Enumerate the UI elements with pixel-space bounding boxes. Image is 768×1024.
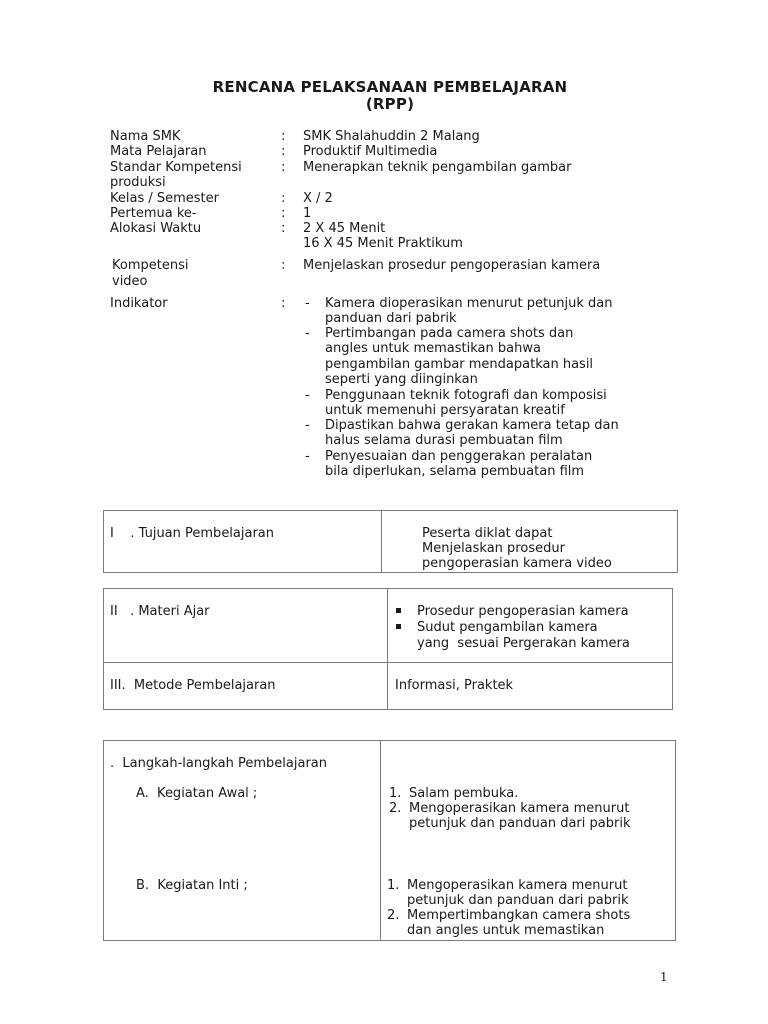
value-kelas-semester: X / 2: [303, 191, 333, 206]
kegiatan-awal-item: Salam pembuka.: [409, 786, 519, 801]
label-standar-kompetensi-cont: produksi: [110, 175, 166, 190]
label-mata-pelajaran: Mata Pelajaran: [110, 144, 207, 159]
dash-bullet: -: [305, 296, 310, 311]
page-number: 1: [660, 970, 668, 984]
colon: :: [281, 191, 286, 206]
indikator-item: Kamera dioperasikan menurut petunjuk dan: [325, 296, 613, 311]
kegiatan-inti-item-cont: petunjuk dan panduan dari pabrik: [407, 893, 629, 908]
document-title: RENCANA PELAKSANAAN PEMBELAJARAN: [212, 78, 568, 96]
table-divider: [381, 510, 382, 573]
dash-bullet: -: [305, 326, 310, 341]
table-row-divider: [103, 662, 673, 663]
materi-label: II . Materi Ajar: [110, 604, 210, 619]
kegiatan-inti-label: B. Kegiatan Inti ;: [136, 878, 248, 893]
langkah-heading: . Langkah-langkah Pembelajaran: [110, 756, 327, 771]
label-indikator: Indikator: [110, 296, 168, 311]
value-mata-pelajaran: Produktif Multimedia: [303, 144, 438, 159]
kegiatan-awal-item: Mengoperasikan kamera menurut: [409, 801, 630, 816]
tujuan-value-line: pengoperasian kamera video: [422, 556, 612, 571]
indikator-item-cont: bila diperlukan, selama pembuatan film: [325, 464, 585, 479]
metode-value: Informasi, Praktek: [395, 678, 514, 693]
colon: :: [281, 221, 286, 236]
list-number: 2.: [389, 801, 402, 816]
label-kompetensi: Kompetensi: [112, 258, 189, 273]
colon: :: [281, 144, 286, 159]
value-alokasi-waktu: 2 X 45 Menit: [303, 221, 386, 236]
value-standar-kompetensi: Menerapkan teknik pengambilan gambar: [303, 160, 572, 175]
square-bullet-icon: [396, 624, 401, 629]
label-alokasi-waktu: Alokasi Waktu: [110, 221, 202, 236]
list-number: 1.: [387, 878, 400, 893]
colon: :: [281, 160, 286, 175]
materi-item-cont: yang sesuai Pergerakan kamera: [417, 636, 630, 651]
kegiatan-inti-item-cont: dan angles untuk memastikan: [407, 923, 605, 938]
colon: :: [281, 129, 286, 144]
indikator-item-cont: untuk memenuhi persyaratan kreatif: [325, 403, 565, 418]
list-number: 1.: [389, 786, 402, 801]
label-pertemuan: Pertemua ke-: [110, 206, 197, 221]
dash-bullet: -: [305, 388, 310, 403]
indikator-item-cont: seperti yang diinginkan: [325, 372, 478, 387]
kegiatan-awal-label: A. Kegiatan Awal ;: [136, 786, 258, 801]
value-alokasi-waktu-praktikum: 16 X 45 Menit Praktikum: [303, 236, 463, 251]
kegiatan-inti-item: Mengoperasikan kamera menurut: [407, 878, 628, 893]
colon: :: [281, 258, 286, 273]
value-kompetensi: Menjelaskan prosedur pengoperasian kamera: [303, 258, 601, 273]
colon: :: [281, 296, 286, 311]
dash-bullet: -: [305, 418, 310, 433]
indikator-item-cont: pengambilan gambar mendapatkan hasil: [325, 357, 594, 372]
label-kelas-semester: Kelas / Semester: [110, 191, 219, 206]
square-bullet-icon: [396, 608, 401, 613]
indikator-item: Dipastikan bahwa gerakan kamera tetap dan: [325, 418, 619, 433]
indikator-item: Penggunaan teknik fotografi dan komposisi: [325, 388, 607, 403]
materi-item: Sudut pengambilan kamera: [417, 620, 598, 635]
value-pertemuan: 1: [303, 206, 312, 221]
label-standar-kompetensi: Standar Kompetensi: [110, 160, 242, 175]
tujuan-value-line: Menjelaskan prosedur: [422, 541, 565, 556]
indikator-item: Penyesuaian dan penggerakan peralatan: [325, 449, 593, 464]
list-number: 2.: [387, 908, 400, 923]
label-kompetensi-cont: video: [112, 274, 148, 289]
dash-bullet: -: [305, 449, 310, 464]
value-nama-smk: SMK Shalahuddin 2 Malang: [303, 129, 480, 144]
tujuan-value-line: Peserta diklat dapat: [422, 526, 553, 541]
indikator-item-cont: angles untuk memastikan bahwa: [325, 341, 541, 356]
kegiatan-awal-item-cont: petunjuk dan panduan dari pabrik: [409, 816, 631, 831]
kegiatan-inti-item: Mempertimbangkan camera shots: [407, 908, 631, 923]
colon: :: [281, 206, 286, 221]
metode-label: III. Metode Pembelajaran: [110, 678, 276, 693]
label-nama-smk: Nama SMK: [110, 129, 181, 144]
table-divider: [387, 588, 388, 710]
materi-item: Prosedur pengoperasian kamera: [417, 604, 629, 619]
tujuan-label: I . Tujuan Pembelajaran: [110, 526, 275, 541]
indikator-item-cont: halus selama durasi pembuatan film: [325, 433, 563, 448]
indikator-item-cont: panduan dari pabrik: [325, 311, 457, 326]
document-subtitle: (RPP): [365, 95, 415, 113]
indikator-item: Pertimbangan pada camera shots dan: [325, 326, 574, 341]
table-divider: [380, 740, 381, 941]
